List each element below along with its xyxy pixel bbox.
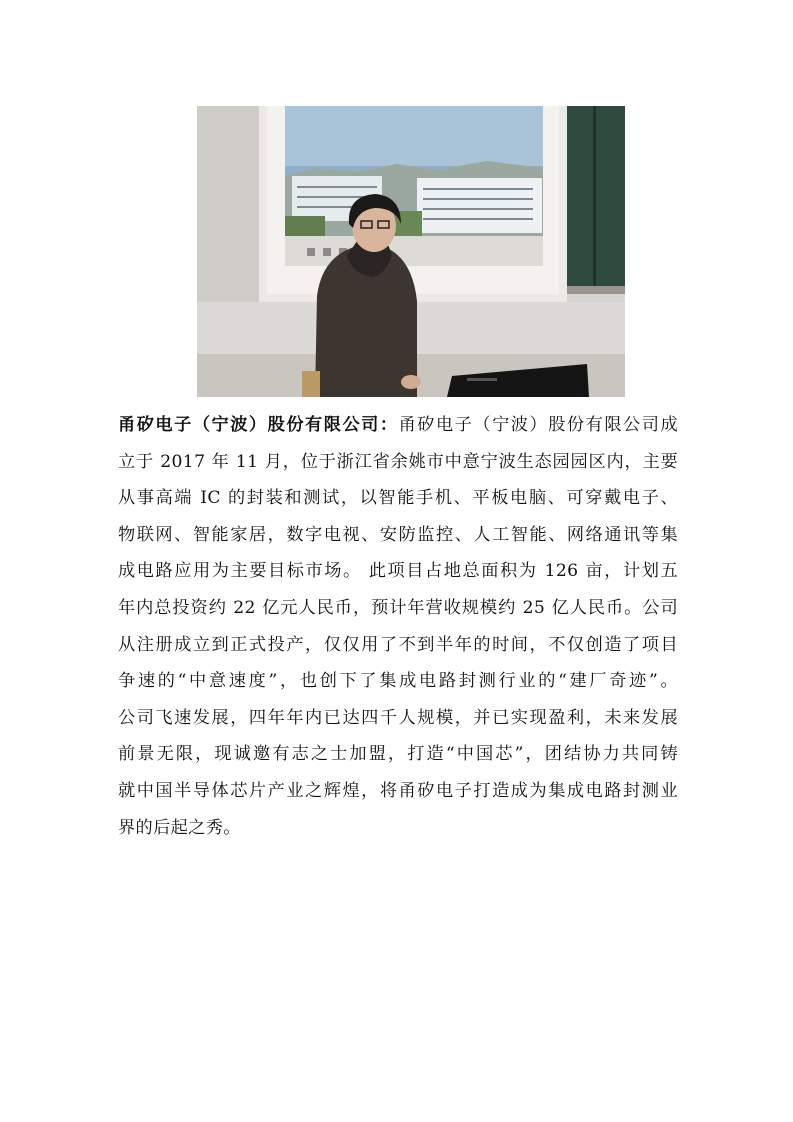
article-line-7: 从注册成立到正式投产，仅仅用了不到半年的时间，不仅创造了项目 bbox=[118, 634, 678, 655]
article-line-3: 从事高端 IC 的封装和测试，以智能手机、平板电脑、可穿戴电子、 bbox=[118, 488, 678, 509]
company-name: 甬矽电子（宁波）股份有限公司： bbox=[118, 415, 399, 435]
article-line-4: 物联网、智能家居，数字电视、安防监控、人工智能、网络通讯等集 bbox=[118, 524, 678, 545]
article-line-12: 界的后起之秀。 bbox=[118, 817, 241, 838]
article-line-1-text: 甬矽电子（宁波）股份有限公司成 bbox=[398, 415, 678, 435]
article-line-1 bbox=[118, 407, 678, 444]
article-line-6: 年内总投资约 22 亿元人民币，预计年营收规模约 25 亿人民币。公司 bbox=[118, 597, 678, 618]
article-line-9: 公司飞速发展，四年年内已达四千人规模，并已实现盈利，未来发展 bbox=[118, 707, 678, 728]
article-line-5: 成电路应用为主要目标市场。 此项目占地总面积为 126 亩，计划五 bbox=[118, 561, 678, 582]
article-line-11: 就中国半导体芯片产业之辉煌，将甬矽电子打造成为集成电路封测业 bbox=[118, 780, 678, 801]
presentation-photo bbox=[197, 106, 625, 397]
article-line-2: 立于 2017 年 11 月，位于浙江省余姚市中意宁波生态园园区内，主要 bbox=[118, 451, 678, 472]
article-line-8: 争速的“中意速度”，也创下了集成电路封测行业的“建厂奇迹”。 bbox=[118, 671, 678, 692]
article-line-10: 前景无限，现诚邀有志之士加盟，打造“中国芯”，团结协力共同铸 bbox=[118, 744, 678, 765]
article-paragraph bbox=[118, 407, 678, 846]
